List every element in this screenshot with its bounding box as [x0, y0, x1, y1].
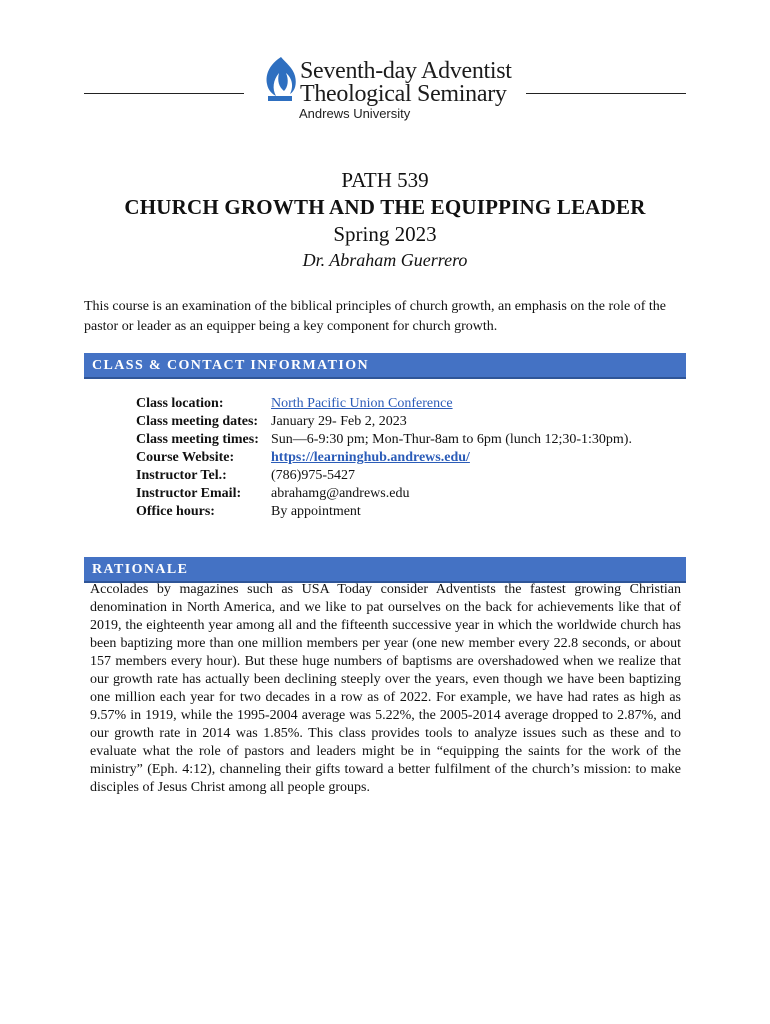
- rationale-body: Accolades by magazines such as USA Today consider Adventists the fastest growing Christian denomination in North America, and we like to pat ourselves on the back for achievements like that of 2019, the eighteenth year among all and the fifteenth successive year in which the worldwide church has been baptizing more than one million members per year (one new member every 22.8 seconds, or about 157 members every hour). But these huge numbers of baptisms are overshadowed when we realize that our growth rate has actually been declining steeply over the years, even though we have been baptizing one million each year for two decades in a row as of 2022. For example, we have had rates as high as 9.57% in 1919, while the 1995-2004 average was 5.22%, the 2005-2014 average dropped to 2.87%, and our growth rate in 2014 was 1.85%. This class provides tools to analyze issues such as these and to evaluate what the role of pastors and leaders might be in “equipping the saints for the work of the ministry” (Eph. 4:12), channeling their gifts toward a better fulfilment of the church’s mission: to make disciples of Jesus Christ among all people groups.: [90, 582, 681, 795]
- info-row-dates: [136, 413, 696, 431]
- logo-university: Andrews University: [299, 106, 411, 121]
- header-rule-left: [84, 93, 244, 94]
- course-instructor: Dr. Abraham Guerrero: [302, 250, 468, 270]
- info-label: Class meeting dates:: [136, 414, 259, 429]
- info-label: Office hours:: [136, 504, 215, 519]
- course-description: This course is an examination of the biblical principles of church growth, an emphasis on the role of the pastor or leader as an equipper being a key component for church growth.: [84, 299, 667, 334]
- logo-line-2: Theological Seminary: [300, 81, 507, 107]
- info-label: Instructor Tel.:: [136, 468, 227, 483]
- seminary-logo: [262, 56, 532, 126]
- flame-logo-icon: [262, 56, 298, 102]
- info-value: January 29- Feb 2, 2023: [271, 414, 407, 429]
- info-row-times: [136, 431, 696, 449]
- course-website-link[interactable]: https://learninghub.andrews.edu/: [271, 450, 470, 465]
- instructor-email: abrahamg@andrews.edu: [271, 486, 410, 501]
- course-title: CHURCH GROWTH AND THE EQUIPPING LEADER: [124, 195, 646, 219]
- header-rule-right: [526, 93, 686, 94]
- info-label: Class meeting times:: [136, 432, 259, 447]
- logo-line-1: Seventh-day Adventist: [300, 58, 512, 84]
- course-code: PATH 539: [341, 168, 429, 192]
- info-row-location: [136, 395, 696, 413]
- course-term: Spring 2023: [333, 222, 437, 246]
- info-row-email: [136, 485, 696, 503]
- info-label: Instructor Email:: [136, 486, 242, 501]
- info-value: Sun—6-9:30 pm; Mon-Thur-8am to 6pm (lunch 12;30-1:30pm).: [271, 432, 632, 447]
- info-row-office-hours: [136, 503, 696, 521]
- contact-section-title: CLASS & CONTACT INFORMATION: [92, 358, 369, 373]
- info-row-phone: [136, 467, 696, 485]
- class-location-link[interactable]: North Pacific Union Conference: [271, 396, 453, 411]
- info-row-website: [136, 449, 696, 467]
- info-label: Class location:: [136, 396, 224, 411]
- rationale-section-header: [84, 557, 686, 583]
- info-value: (786)975-5427: [271, 468, 355, 483]
- info-label: Course Website:: [136, 450, 235, 465]
- info-value: By appointment: [271, 504, 361, 519]
- rationale-section-title: RATIONALE: [92, 562, 189, 577]
- contact-info-table: [136, 395, 696, 521]
- contact-section-header: [84, 353, 686, 379]
